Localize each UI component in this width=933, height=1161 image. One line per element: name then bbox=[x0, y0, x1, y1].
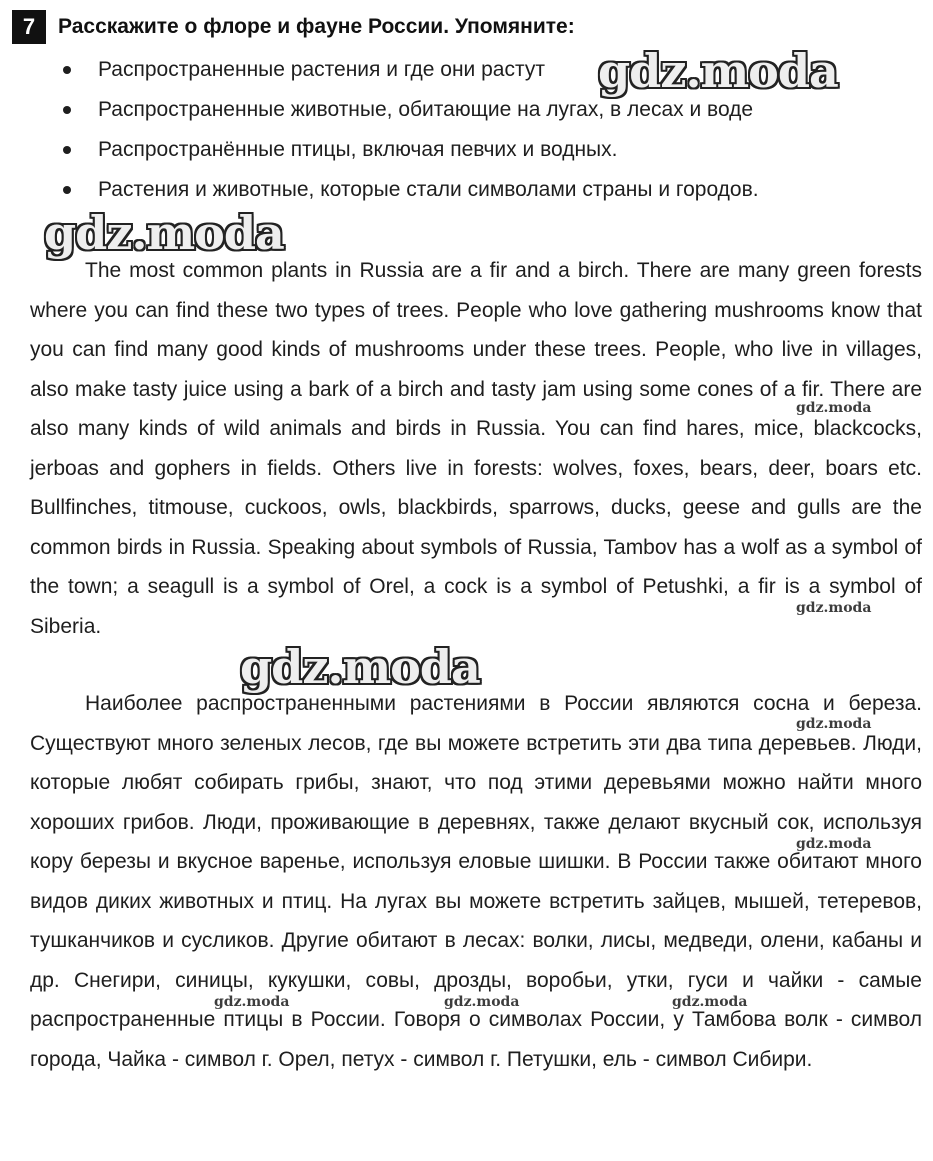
bullet-item bbox=[60, 90, 759, 130]
bullet-dot-icon bbox=[63, 186, 71, 194]
bullet-text: Распространенные растения и где они растут bbox=[98, 58, 545, 81]
task-header bbox=[12, 10, 575, 44]
russian-translation-paragraph: Наиболее распространенными растениями в России являются сосна и береза. Существуют много зеленых лесов, где вы можете встретить эти два типа деревьев. Люди, которые любят собирать грибы, знают, что под этими деревьями можно найти много хороших грибов. Люди, проживающие в деревнях, также делают вкусный сок, используя кору березы и вкусное варенье, используя еловые шишки. В России также обитают много видов диких животных и птиц. На лугах вы можете встретить зайцев, мышей, тетеревов, тушканчиков и сусликов. Другие обитают в лесах: волки, лисы, медведи, олени, кабаны и др. Снегири, синицы, кукушки, совы, дрозды, воробьи, утки, гуси и чайки - самые распространенные птицы в России. Говоря о символах России, у Тамбова волк - символ города, Чайка - символ г. Орел, петух - символ г. Петушки, ель - символ Сибири. bbox=[30, 692, 922, 1071]
watermark-small: gdz.moda bbox=[214, 994, 290, 1010]
bullet-item bbox=[60, 130, 759, 170]
watermark-logo: gdz.moda bbox=[240, 640, 480, 694]
bullet-item bbox=[60, 50, 759, 90]
bullet-text: Распространенные животные, обитающие на лугах, в лесах и воде bbox=[98, 98, 754, 121]
watermark-small: gdz.moda bbox=[444, 994, 520, 1010]
bullet-item bbox=[60, 170, 759, 210]
watermark-logo: gdz.moda bbox=[44, 206, 284, 260]
bullet-list bbox=[60, 50, 759, 210]
watermark-small: gdz.moda bbox=[672, 994, 748, 1010]
watermark-small: gdz.moda bbox=[796, 600, 872, 616]
watermark-small: gdz.moda bbox=[796, 836, 872, 852]
bullet-dot-icon bbox=[63, 106, 71, 114]
watermark-small: gdz.moda bbox=[796, 716, 872, 732]
bullet-text: Растения и животные, которые стали символами страны и городов. bbox=[98, 178, 759, 201]
bullet-dot-icon bbox=[63, 146, 71, 154]
watermark-small: gdz.moda bbox=[796, 400, 872, 416]
bullet-text: Распространённые птицы, включая певчих и водных. bbox=[98, 138, 618, 161]
task-number: 7 bbox=[12, 10, 46, 44]
bullet-dot-icon bbox=[63, 66, 71, 74]
watermark-logo: gdz.moda bbox=[598, 44, 838, 98]
english-answer-paragraph: The most common plants in Russia are a fir and a birch. There are many green forests where you can find these two types of trees. People who love gathering mushrooms know that you can find many good kinds of mushrooms under these trees. People, who live in villages, also make tasty juice using a bark of a birch and tasty jam using some cones of a fir. There are also many kinds of wild animals and birds in Russia. You can find hares, mice, blackcocks, jerboas and gophers in fields. Others live in forests: wolves, foxes, bears, deer, boars etc. Bullfinches, titmouse, cuckoos, owls, blackbirds, sparrows, ducks, geese and gulls are the common birds in Russia. Speaking about symbols of Russia, Tambov has a wolf as a symbol of the town; a seagull is a symbol of Orel, a cock is a symbol of Petushki, a fir is a symbol of Siberia. bbox=[30, 259, 922, 638]
task-title: Расскажите о флоре и фауне России. Упомяните: bbox=[58, 15, 575, 38]
